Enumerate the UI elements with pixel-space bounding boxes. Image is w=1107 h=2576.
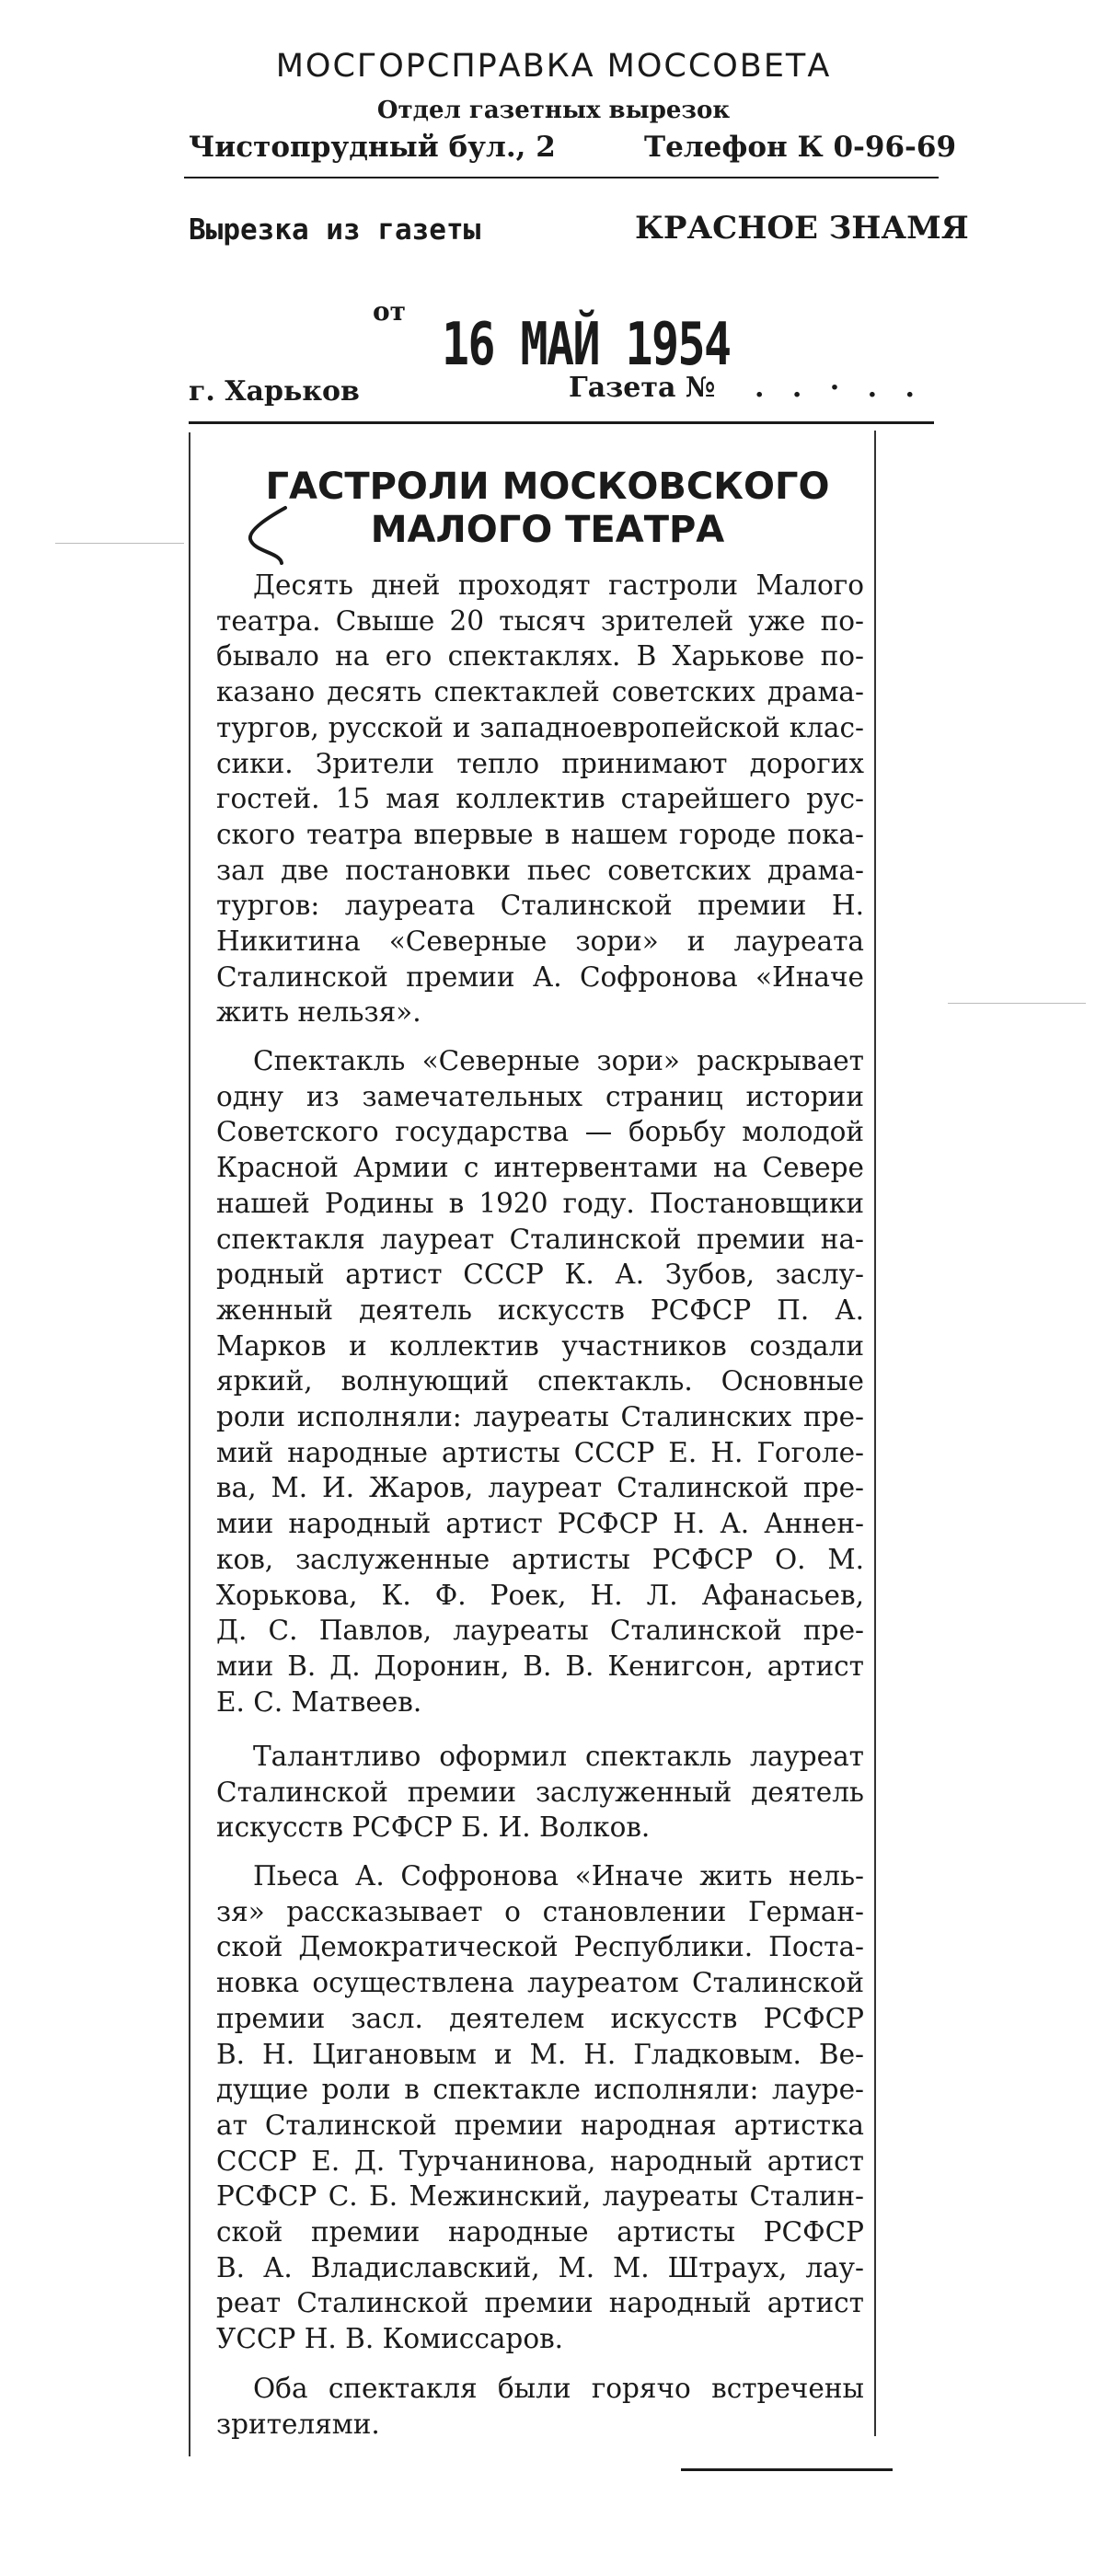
city-label: г. Харьков xyxy=(189,375,360,408)
article-line: мий народные артисты СССР Е. Н. Гоголе- xyxy=(216,1436,864,1468)
department-subtitle: Отдел газетных вырезок xyxy=(376,97,731,124)
article-line: гостей. 15 мая коллектив старейшего рус- xyxy=(216,783,864,815)
newspaper-name: КРАСНОЕ ЗНАМЯ xyxy=(635,210,969,247)
article-line: ской премии народные артисты РСФСР xyxy=(216,2216,864,2248)
article-line: зя» рассказывает о становлении Герман- xyxy=(216,1895,864,1927)
article-line: родный артист СССР К. А. Зубов, заслу- xyxy=(216,1259,864,1291)
article-line: СССР Е. Д. Турчанинова, народный артист xyxy=(216,2145,864,2177)
article-line: ского театра впервые в нашем городе пока- xyxy=(216,818,864,850)
article-line: Сталинской премии заслуженный деятель xyxy=(216,1776,864,1808)
article-line: Е. С. Матвеев. xyxy=(216,1685,422,1718)
article-line: Марков и коллектив участников создали xyxy=(216,1329,864,1362)
header-divider xyxy=(184,177,939,178)
article-line: премии засл. деятелем искусств РСФСР xyxy=(216,2002,864,2034)
issue-label: Газета № xyxy=(569,372,716,404)
fold-line-left xyxy=(55,543,184,544)
article-line: искусств РСФСР Б. И. Волков. xyxy=(216,1811,651,1844)
article-line: театра. Свыше 20 тысяч зрителей уже по- xyxy=(216,604,864,637)
article-line: женный деятель искусств РСФСР П. А. xyxy=(216,1294,864,1326)
article-line: ской Демократической Республики. Поста- xyxy=(216,1931,864,1963)
article-line: одну из замечательных страниц истории xyxy=(216,1080,864,1112)
article-line: Д. С. Павлов, лауреаты Сталинской пре- xyxy=(216,1615,864,1647)
article-line: В. Н. Цигановым и М. Н. Гладковым. Ве- xyxy=(216,2038,864,2070)
article-paragraph-3 xyxy=(216,1739,864,1846)
article-line: ков, заслуженные артисты РСФСР О. М. xyxy=(216,1543,864,1575)
article-line: В. А. Владиславский, М. М. Штраух, лау- xyxy=(216,2251,864,2283)
article-line: бывало на его спектаклях. В Харькове по- xyxy=(216,640,864,673)
fold-line-right xyxy=(948,1003,1086,1004)
article-line: зал две постановки пьес советских драма- xyxy=(216,854,864,886)
article-line: яркий, волнующий спектакль. Основные xyxy=(216,1365,864,1397)
article-line: Советского государства — борьбу молодой xyxy=(216,1116,864,1148)
article-line: спектакля лауреат Сталинской премии на- xyxy=(216,1223,864,1255)
clipping-label: Вырезка из газеты xyxy=(189,213,481,247)
article-line: Талантливо оформил спектакль лауреат xyxy=(253,1741,864,1772)
article-line: новка осуществлена лауреатом Сталинской xyxy=(216,1967,864,1999)
article-paragraph-1 xyxy=(216,568,864,1030)
date-stamp: 16 МАЙ 1954 xyxy=(442,311,731,379)
article-title-line-1: ГАСТРОЛИ МОСКОВСКОГО xyxy=(265,466,830,508)
clipping-top-rule xyxy=(189,421,934,424)
clipping-bottom-rule xyxy=(681,2468,893,2471)
article-line: Десять дней проходят гастроли Малого xyxy=(253,569,864,601)
date-prefix: от xyxy=(373,296,407,327)
article-paragraph-2 xyxy=(216,1043,864,1719)
article-line: Сталинской премии А. Софронова «Иначе xyxy=(216,960,864,993)
organization-title: МОСГОРСПРАВКА МОССОВЕТА xyxy=(275,48,832,85)
clipping-left-rule xyxy=(189,432,190,2456)
address-text: Чистопрудный бул., 2 xyxy=(189,131,556,164)
article-line: ат Сталинской премии народная артистка xyxy=(216,2109,864,2141)
article-line: нашей Родины в 1920 году. Постановщики xyxy=(216,1187,864,1219)
clipping-right-rule xyxy=(874,431,876,2436)
phone-text: Телефон К 0-96-69 xyxy=(644,131,957,164)
article-line: зрителями. xyxy=(216,2408,380,2440)
article-line: сики. Зрители тепло принимают дорогих xyxy=(216,747,864,779)
article-paragraph-4 xyxy=(216,1858,864,2357)
article-paragraph-5 xyxy=(216,2371,864,2442)
article-line: тургов, русской и западноевропейской клас- xyxy=(216,711,864,743)
article-line: Оба спектакля были горячо встречены xyxy=(253,2373,864,2404)
article-line: Пьеса А. Софронова «Иначе жить нель- xyxy=(253,1860,864,1892)
article-line: Спектакль «Северные зори» раскрывает xyxy=(253,1045,864,1076)
article-line: казано десять спектаклей советских драма- xyxy=(216,676,864,708)
article-line: тургов: лауреата Сталинской премии Н. xyxy=(216,890,864,922)
article-line: УССР Н. В. Комиссаров. xyxy=(216,2323,564,2355)
article-line: роли исполняли: лауреаты Сталинских пре- xyxy=(216,1401,864,1433)
article-line: мии В. Д. Доронин, В. В. Кенигсон, артист xyxy=(216,1650,864,1682)
article-line: жить нельзя». xyxy=(216,996,421,1029)
article-line: мии народный артист РСФСР Н. А. Аннен- xyxy=(216,1508,864,1540)
article-line: дущие роли в спектакле исполняли: лауре- xyxy=(216,2074,864,2106)
article-line: Хорькова, К. Ф. Роек, Н. Л. Афанасьев, xyxy=(216,1579,864,1611)
article-line: ва, М. И. Жаров, лауреат Сталинской пре- xyxy=(216,1472,864,1504)
handwritten-mark-icon xyxy=(241,504,315,569)
article-line: реат Сталинской премии народный артист xyxy=(216,2287,864,2319)
issue-number-dots: . . · . . xyxy=(755,372,924,404)
article-title xyxy=(216,466,879,552)
article-line: РСФСР С. Б. Межинский, лауреаты Сталин- xyxy=(216,2180,864,2213)
article-title-line-2: МАЛОГО ТЕАТРА xyxy=(370,509,725,551)
article-line: Никитина «Северные зори» и лауреата xyxy=(216,926,864,958)
article-line: Красной Армии с интервентами на Севере xyxy=(216,1152,864,1184)
